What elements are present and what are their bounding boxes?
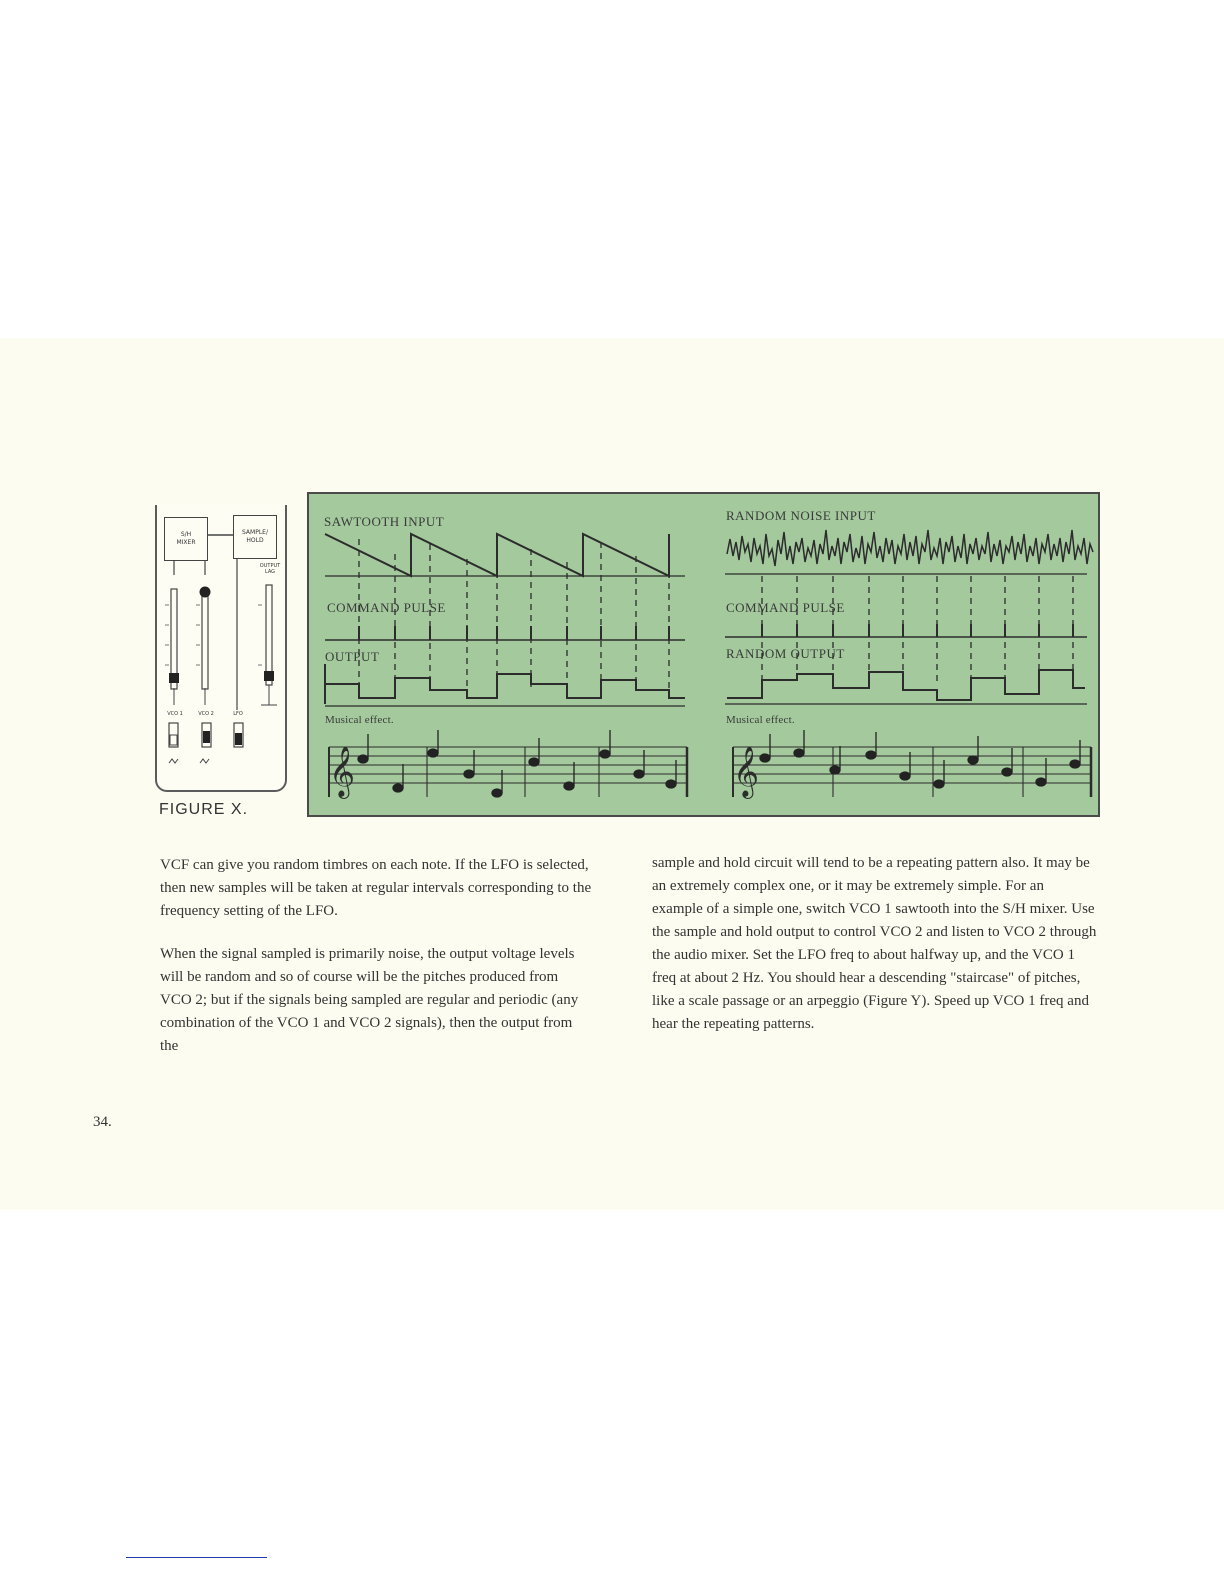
sample-hold-panel-illustration: [155, 505, 287, 792]
sample-hold-box: SAMPLE/ HOLD: [233, 515, 277, 559]
footnote-rule: [126, 1557, 267, 1558]
paragraph: sample and hold circuit will tend to be a repeating pattern also. It may be an extremely complex one, or it may be extremely simple. For an example of a simple one, switch VCO 1 sawtooth into the S/H mixer. Use the sample and hold output to control VCO 2 and listen to VCO 2 through the audio mixer. Set the LFO freq to about halfway up, and the VCO 1 freq at about 2 Hz. You should hear a descending "staircase" of pitches, like a scale passage or an arpeggio (Figure Y). Speed up VCO 1 freq and hear the repeating patterns.: [652, 855, 1097, 1032]
slider-knob-2: [200, 587, 211, 598]
waveform-figure: [307, 492, 1100, 817]
sawtooth-input-label: SAWTOOTH INPUT: [324, 514, 445, 529]
music-staff-right: [733, 747, 1091, 797]
paragraph: When the signal sampled is primarily noise, the output voltage levels will be random and so of course will be the pitches produced from VCO 2; but if the signals being sampled are regular and periodic (any combination of the VCO 1 and VCO 2 signals), then the output from the: [160, 946, 579, 1054]
treble-clef-left-icon: 𝄞: [329, 746, 356, 797]
switch-label-vco2: VCO 2: [198, 711, 214, 717]
sh-mixer-box: S/H MIXER: [164, 517, 208, 561]
left-column: [160, 854, 592, 1058]
notes-right: [760, 730, 1080, 788]
random-output-label: RANDOM OUTPUT: [726, 646, 845, 661]
treble-clef-right-icon: 𝄞: [733, 746, 760, 797]
command-pulse-label-right: COMMAND PULSE: [726, 600, 845, 615]
slider-track-3: [266, 585, 272, 685]
notes-left: [358, 730, 676, 797]
right-column: [652, 852, 1098, 1036]
figure-caption: FIGURE X.: [159, 801, 249, 818]
switch-label-lfo: LFO: [233, 711, 243, 717]
musical-effect-label-right: Musical effect.: [726, 714, 795, 726]
random-noise-wave: [727, 530, 1093, 566]
music-staff-left: [329, 747, 687, 797]
page-number: 34.: [93, 1114, 112, 1130]
paragraph: VCF can give you random timbres on each note. If the LFO is selected, then new samples will be taken at regular intervals corresponding to the frequency setting of the LFO.: [160, 857, 592, 919]
output-lag-label: OUTPUT LAG: [259, 563, 281, 575]
command-pulse-label-left: COMMAND PULSE: [327, 600, 446, 615]
slider-knob-1: [169, 673, 179, 683]
switch-label-vco1: VCO 1: [167, 711, 183, 717]
random-output-wave: [727, 670, 1085, 700]
output-label-left: OUTPUT: [325, 649, 380, 664]
slider-track-2: [202, 589, 208, 689]
musical-effect-label-left: Musical effect.: [325, 714, 394, 726]
output-wave-left: [325, 664, 685, 704]
random-noise-input-label: RANDOM NOISE INPUT: [726, 508, 876, 523]
slider-knob-3: [264, 671, 274, 681]
waveform-drawing: [309, 494, 1098, 815]
